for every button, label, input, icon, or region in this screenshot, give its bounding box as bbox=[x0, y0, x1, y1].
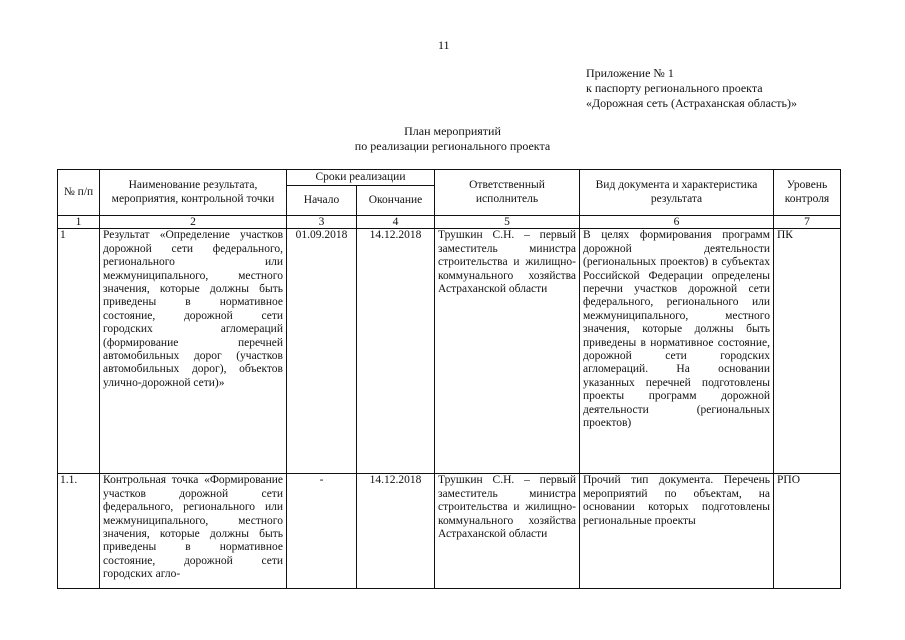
appendix-note bbox=[586, 66, 797, 111]
col-number: 3 bbox=[287, 216, 357, 229]
row-end: 14.12.2018 bbox=[357, 474, 435, 589]
row-executor: Трушкин С.Н. – первый заместитель министра строительства и жилищно-коммунального хозяйства Астраханской области bbox=[435, 474, 580, 589]
header-terms: Сроки реализации bbox=[287, 170, 435, 186]
row-level: РПО bbox=[774, 474, 841, 589]
header-name: Наименование результата, мероприятия, контрольной точки bbox=[100, 170, 287, 216]
row-name: Контрольная точка «Формирование участков дорожной сети федерального, регионального или межмуниципального, местного значения, которые должны быть приведены в нормативное состояние, дорожной сети городских агло- bbox=[100, 474, 287, 589]
header-level: Уровень контроля bbox=[774, 170, 841, 216]
row-start: - bbox=[287, 474, 357, 589]
header-executor: Ответственный исполнитель bbox=[435, 170, 580, 216]
row-level: ПК bbox=[774, 229, 841, 474]
row-name: Результат «Определение участков дорожной сети федерального, регионального или межмуниципального, местного значения, которые должны быть приведены в нормативное состояние, дорожной сети городских агломераций (формирование перечней автомобильных дорог (участков автомобильных дорог), объектов улично-дорожной сети)» bbox=[100, 229, 287, 474]
header-end: Окончание bbox=[357, 186, 435, 216]
appendix-line-1: Приложение № 1 bbox=[586, 66, 674, 80]
row-num: 1 bbox=[58, 229, 100, 474]
column-numbers-row bbox=[58, 216, 841, 229]
header-num: № п/п bbox=[58, 170, 100, 216]
col-number: 7 bbox=[774, 216, 841, 229]
row-executor: Трушкин С.Н. – первый заместитель министра строительства и жилищно-коммунального хозяйства Астраханской области bbox=[435, 229, 580, 474]
plan-title-line-1: План мероприятий bbox=[404, 124, 501, 138]
header-start: Начало bbox=[287, 186, 357, 216]
col-number: 5 bbox=[435, 216, 580, 229]
plan-title bbox=[0, 124, 905, 154]
row-num: 1.1. bbox=[58, 474, 100, 589]
row-start: 01.09.2018 bbox=[287, 229, 357, 474]
row-doc: В целях формирования программ дорожной деятельности (региональных проектов) в субъектах Российской Федерации определены перечни участков дорожной сети федерального, регионального или межмуниципального, местного значения, которые должны быть приведены в нормативное состояние, дорожной сети городских агломераций. На основании указанных перечней подготовлены проекты программ дорожной деятельности (региональных проектов) bbox=[580, 229, 774, 474]
table-row bbox=[58, 474, 841, 589]
appendix-line-3: «Дорожная сеть (Астраханская область)» bbox=[586, 96, 797, 110]
appendix-line-2: к паспорту регионального проекта bbox=[586, 81, 763, 95]
col-number: 4 bbox=[357, 216, 435, 229]
activities-table bbox=[57, 169, 841, 589]
plan-title-line-2: по реализации регионального проекта bbox=[354, 139, 551, 153]
header-doc: Вид документа и характеристика результата bbox=[580, 170, 774, 216]
col-number: 2 bbox=[100, 216, 287, 229]
page-number: 11 bbox=[438, 38, 450, 52]
col-number: 1 bbox=[58, 216, 100, 229]
row-doc: Прочий тип документа. Перечень мероприятий по объектам, на основании которых подготовлены региональные проекты bbox=[580, 474, 774, 589]
row-end: 14.12.2018 bbox=[357, 229, 435, 474]
col-number: 6 bbox=[580, 216, 774, 229]
table-row bbox=[58, 229, 841, 474]
